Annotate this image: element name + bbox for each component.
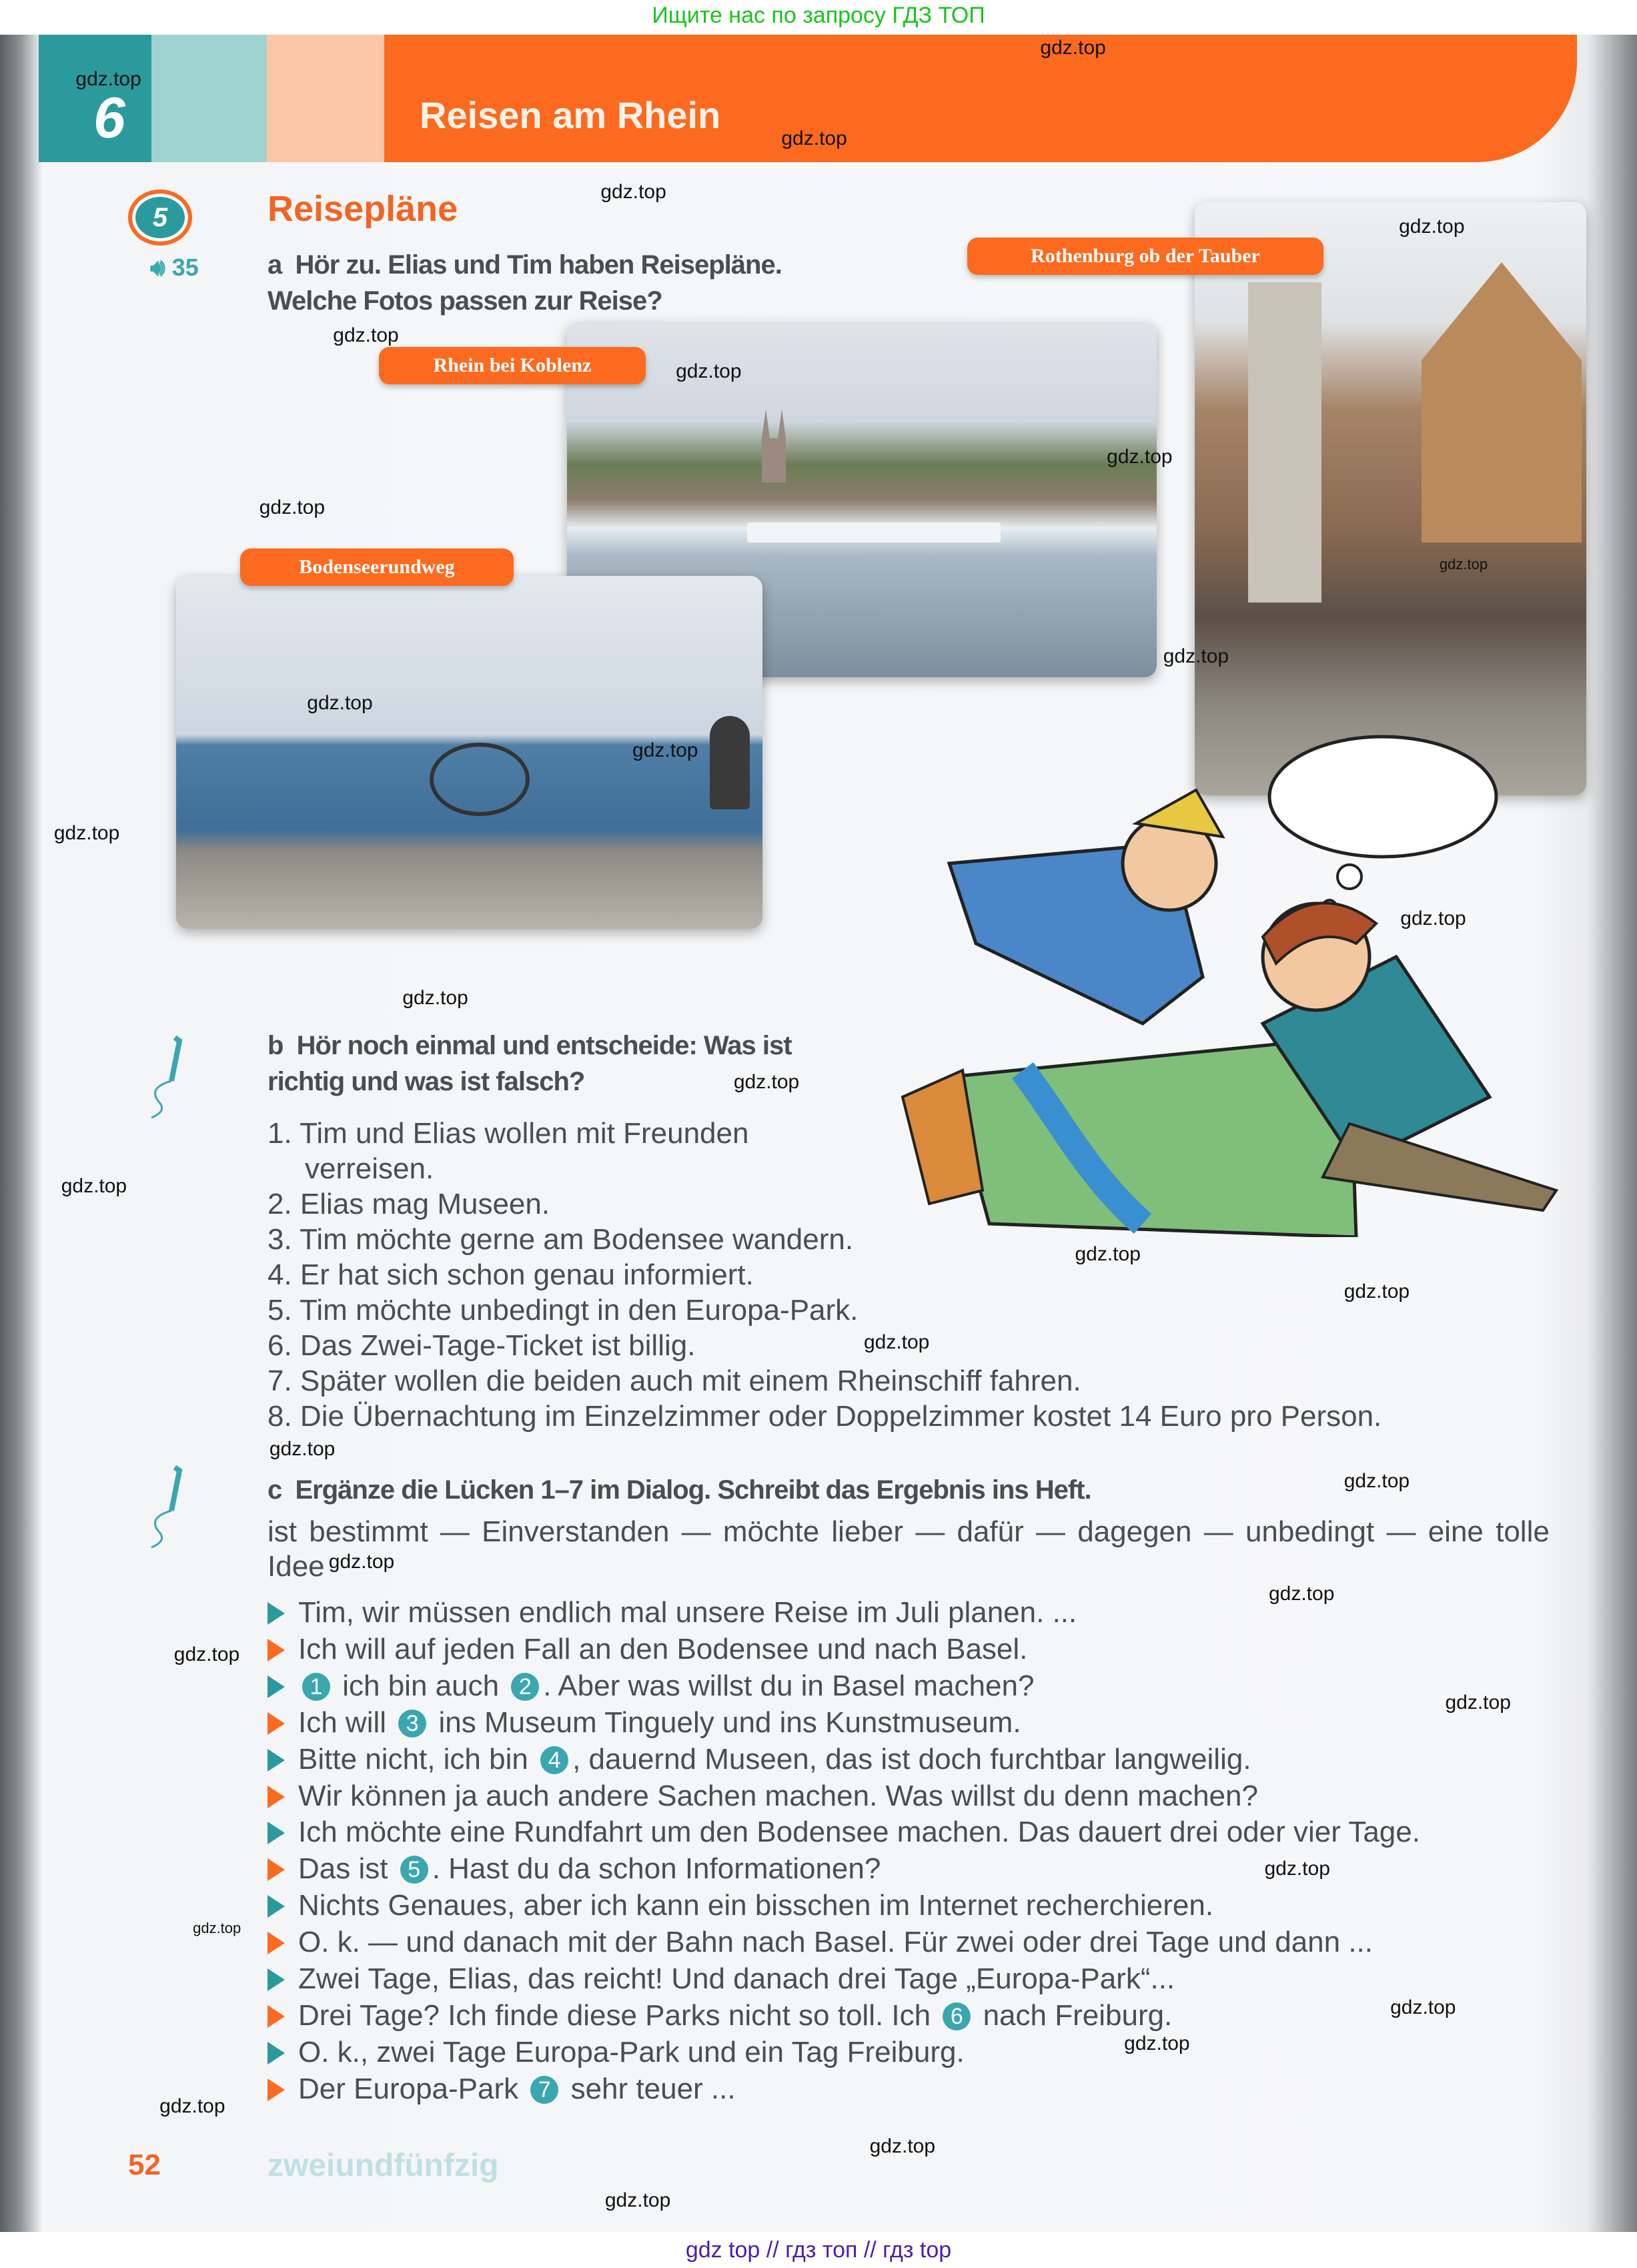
chapter-number: 6 bbox=[93, 86, 125, 150]
gap-number: 5 bbox=[400, 1856, 428, 1884]
watermark: gdz.top bbox=[1439, 555, 1488, 573]
task-b-line2: richtig und was ist falsch? bbox=[267, 1067, 585, 1096]
speaker-arrow-icon bbox=[267, 2078, 285, 2101]
dialog-line bbox=[267, 1742, 1602, 1778]
task-c-heading: Ergänze die Lücken 1–7 im Dialog. Schreibt das Ergebnis ins Heft. bbox=[295, 1475, 1091, 1505]
track-number: 35 bbox=[171, 254, 199, 281]
dialog-line bbox=[267, 1888, 1602, 1924]
watermark: gdz.top bbox=[632, 739, 698, 762]
exercise-title: Reisepläne bbox=[267, 189, 458, 229]
watermark: gdz.top bbox=[269, 1438, 336, 1461]
speaker-arrow-icon bbox=[267, 1749, 285, 1772]
statement-item-cont: verreisen. bbox=[305, 1152, 434, 1185]
dialog-text: Drei Tage? Ich finde diese Parks nicht so toll. Ich bbox=[298, 1998, 939, 2032]
speaker-arrow-icon bbox=[267, 1786, 285, 1808]
pencil-icon bbox=[145, 1464, 191, 1551]
dialog-line bbox=[267, 1668, 1602, 1705]
dialog-line bbox=[267, 1778, 1602, 1815]
statement-item: 7. Später wollen die beiden auch mit einem Rheinschiff fahren. bbox=[267, 1365, 1081, 1397]
task-b bbox=[267, 1028, 792, 1100]
speaker-arrow-icon bbox=[267, 1895, 285, 1918]
dialog-text: ins Museum Tinguely und ins Kunstmuseum. bbox=[430, 1706, 1021, 1739]
watermark: gdz.top bbox=[159, 2095, 225, 2117]
dialog-text: Zwei Tage, Elias, das reicht! Und danach drei Tage „Europa-Park“... bbox=[298, 1962, 1175, 1996]
watermark: gdz.top bbox=[53, 821, 120, 844]
dialog-line bbox=[267, 1595, 1602, 1631]
watermark: gdz.top bbox=[1343, 1280, 1410, 1303]
speaker-arrow-icon bbox=[267, 1712, 285, 1735]
dialog-line bbox=[267, 2071, 1602, 2108]
watermark: gdz.top bbox=[863, 1331, 930, 1353]
gap-number: 6 bbox=[943, 2002, 971, 2030]
speaker-arrow-icon bbox=[267, 2042, 285, 2064]
watermark: gdz.top bbox=[676, 360, 742, 383]
dialog-line bbox=[267, 1814, 1602, 1851]
speaker-arrow-icon bbox=[267, 1675, 285, 1698]
statement-item: 3. Tim möchte gerne am Bodensee wandern. bbox=[267, 1223, 854, 1256]
page-number: 52 bbox=[128, 2149, 161, 2181]
gap-number: 1 bbox=[302, 1673, 330, 1701]
dialog-text: ich bin auch bbox=[334, 1669, 508, 1702]
task-letter: c bbox=[267, 1475, 282, 1505]
watermark: gdz.top bbox=[1075, 1242, 1141, 1265]
task-a bbox=[267, 247, 782, 319]
header-stripe-light bbox=[151, 35, 267, 162]
dialog-line bbox=[267, 2034, 1602, 2071]
dialog-text: O. k., zwei Tage Europa-Park und ein Tag Freiburg. bbox=[298, 2035, 965, 2068]
watermark: gdz.top bbox=[61, 1174, 127, 1197]
speaker-arrow-icon bbox=[267, 1858, 285, 1881]
watermark: gdz.top bbox=[600, 181, 666, 204]
watermark: gdz.top bbox=[1040, 36, 1106, 59]
watermark: gdz.top bbox=[1399, 216, 1465, 238]
task-c bbox=[267, 1472, 1091, 1508]
statement-item: 2. Elias mag Museen. bbox=[267, 1188, 550, 1220]
dialog-text: Ich möchte eine Rundfahrt um den Bodensee machen. Das dauert drei oder vier Tage. bbox=[298, 1816, 1420, 1849]
header-stripe-peach bbox=[267, 35, 385, 162]
gap-number: 3 bbox=[398, 1710, 426, 1738]
dialog-text: sehr teuer ... bbox=[562, 2072, 736, 2105]
gap-number: 4 bbox=[540, 1746, 568, 1774]
watermark: gdz.top bbox=[259, 496, 326, 518]
gap-number: 2 bbox=[511, 1673, 539, 1701]
dialog-text: Das ist bbox=[298, 1852, 396, 1886]
photo-label-rothenburg: Rothenburg ob der Tauber bbox=[967, 238, 1323, 275]
dialog-text: . Hast du da schon Informationen? bbox=[432, 1852, 881, 1886]
watermark: gdz.top bbox=[1264, 1858, 1330, 1880]
word-bank: ist bestimmt — Einverstanden — möchte lieber — dafür — dagegen — unbedingt — eine tolle Idee bbox=[267, 1515, 1550, 1583]
dialog-text: Bitte nicht, ich bin bbox=[298, 1742, 537, 1776]
watermark: gdz.top bbox=[193, 1919, 241, 1936]
task-letter: b bbox=[267, 1031, 284, 1060]
speaker-arrow-icon bbox=[267, 1602, 285, 1625]
speaker-arrow-icon bbox=[267, 1932, 285, 1954]
speaker-arrow-icon bbox=[267, 1968, 285, 1991]
dialog-line bbox=[267, 1924, 1602, 1961]
photo-label-bodensee: Bodenseerundweg bbox=[240, 548, 514, 586]
statement-item: 4. Er hat sich schon genau informiert. bbox=[267, 1258, 754, 1291]
exercise-number: 5 bbox=[128, 190, 192, 246]
watermark: gdz.top bbox=[328, 1551, 395, 1573]
watermark: gdz.top bbox=[1343, 1470, 1410, 1493]
speaker-arrow-icon bbox=[267, 2005, 285, 2028]
dialog-text: . Aber was willst du in Basel machen? bbox=[543, 1669, 1035, 1702]
task-b-line1: Hör noch einmal und entscheide: Was ist bbox=[296, 1031, 792, 1060]
dialog-text: Der Europa-Park bbox=[298, 2072, 527, 2105]
statement-item: 8. Die Übernachtung im Einzelzimmer oder Doppelzimmer kostet 14 Euro pro Person. bbox=[267, 1400, 1382, 1433]
watermark: gdz.top bbox=[307, 691, 373, 714]
dialog bbox=[267, 1595, 1602, 2108]
watermark: gdz.top bbox=[781, 127, 847, 150]
watermark: gdz.top bbox=[1268, 1583, 1335, 1605]
watermark: gdz.top bbox=[173, 1643, 240, 1666]
top-banner: Ищите нас по запросу ГДЗ ТОП bbox=[0, 0, 1637, 35]
speaker-icon: 🔊︎ bbox=[150, 254, 165, 281]
statement-item: 6. Das Zwei-Tage-Ticket ist billig. bbox=[267, 1329, 696, 1362]
task-a-line1: Hör zu. Elias und Tim haben Reisepläne. bbox=[295, 250, 782, 280]
watermark: gdz.top bbox=[1390, 1996, 1456, 2019]
statement-item: 1. Tim und Elias wollen mit Freunden bbox=[267, 1117, 749, 1150]
dialog-text: , dauernd Museen, das ist doch furchtbar langweilig. bbox=[572, 1742, 1251, 1776]
chapter-title: Reisen am Rhein bbox=[420, 94, 721, 136]
dialog-line bbox=[267, 1851, 1602, 1888]
dialog-text: Tim, wir müssen endlich mal unsere Reise im Juli planen. ... bbox=[298, 1596, 1077, 1629]
dialog-line bbox=[267, 1631, 1602, 1668]
dialog-text: O. k. — und danach mit der Bahn nach Basel. Für zwei oder drei Tage und dann ... bbox=[298, 1926, 1374, 1959]
audio-track bbox=[150, 254, 199, 282]
watermark: gdz.top bbox=[333, 324, 399, 346]
dialog-text: Nichts Genaues, aber ich kann ein bisschen im Internet recherchieren. bbox=[298, 1889, 1214, 1922]
dialog-text: Ich will auf jeden Fall an den Bodensee und nach Basel. bbox=[298, 1632, 1028, 1665]
task-a-line2: Welche Fotos passen zur Reise? bbox=[267, 286, 662, 316]
statement-list bbox=[267, 1116, 1535, 1434]
watermark: gdz.top bbox=[1400, 907, 1466, 929]
watermark: gdz.top bbox=[402, 986, 468, 1009]
gap-number: 7 bbox=[530, 2076, 558, 2104]
speaker-arrow-icon bbox=[267, 1822, 285, 1844]
bottom-banner: gdz top // гдз топ // гдз top bbox=[0, 2232, 1637, 2268]
dialog-text: Wir können ja auch andere Sachen machen. Was willst du denn machen? bbox=[298, 1779, 1258, 1812]
watermark: gdz.top bbox=[1107, 446, 1173, 468]
photo-label-rhein: Rhein bei Koblenz bbox=[379, 347, 646, 384]
watermark: gdz.top bbox=[733, 1070, 800, 1093]
watermark: gdz.top bbox=[869, 2135, 936, 2158]
watermark: gdz.top bbox=[1124, 2032, 1190, 2055]
dialog-line bbox=[267, 1961, 1602, 1998]
dialog-text: Ich will bbox=[298, 1706, 395, 1739]
watermark: gdz.top bbox=[1445, 1691, 1511, 1714]
task-letter: a bbox=[267, 250, 282, 280]
page-number-word: zweiundfünfzig bbox=[267, 2148, 499, 2183]
watermark: gdz.top bbox=[75, 68, 141, 91]
watermark: gdz.top bbox=[1163, 645, 1229, 668]
photo-rothenburg bbox=[1195, 202, 1586, 795]
speaker-arrow-icon bbox=[267, 1639, 285, 1661]
watermark: gdz.top bbox=[604, 2189, 671, 2211]
pencil-icon bbox=[145, 1034, 191, 1121]
dialog-text: nach Freiburg. bbox=[975, 1998, 1173, 2032]
dialog-line bbox=[267, 1705, 1602, 1742]
statement-item: 5. Tim möchte unbedingt in den Europa-Park. bbox=[267, 1294, 859, 1327]
